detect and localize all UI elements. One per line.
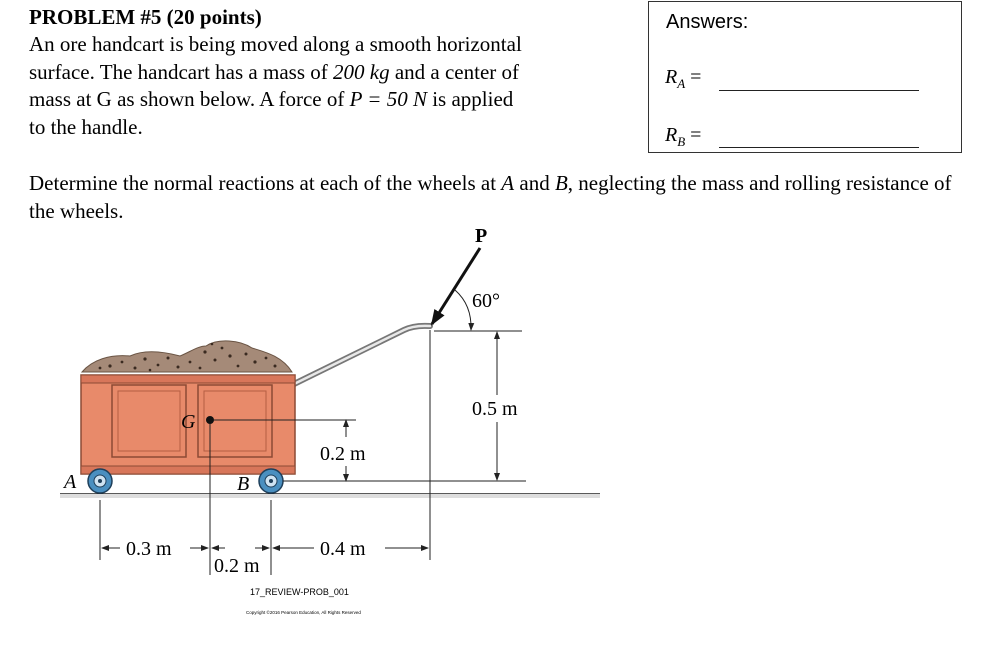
statement-line-4: to the handle. [29, 114, 143, 139]
label-p: P [475, 225, 488, 247]
label-b: B [237, 473, 250, 495]
ore-pile [82, 341, 292, 372]
problem-title: PROBLEM #5 (20 points) [29, 5, 262, 29]
center-of-mass-point [206, 416, 214, 424]
dim-0-2-vertical: 0.2 m [320, 443, 366, 465]
answers-title: Answers: [666, 11, 749, 33]
copyright: Copyright ©2016 Pearson Education, All Rights Reserved [246, 610, 361, 615]
rb-label: $R_B$ = [665, 124, 702, 149]
angle-arc [455, 290, 471, 330]
angle-label: 60° [472, 290, 500, 312]
figure-id: 17_REVIEW-PROB_001 [250, 587, 349, 597]
ra-label: $R_A$ = [665, 66, 702, 91]
dim-0-4: 0.4 m [320, 538, 366, 560]
statement-line-3: mass at G as shown below. A force of P = 50 N is applied [29, 87, 514, 111]
ground-shade [60, 494, 600, 498]
wheel-b [259, 469, 283, 493]
statement-line-1: An ore handcart is being moved along a smooth horizontal [29, 32, 522, 56]
determine-text: Determine the normal reactions at each of the wheels at A and B, neglecting the mass and rolling resistance of the wheels. [29, 171, 952, 223]
dim-0-3: 0.3 m [126, 538, 172, 560]
dim-0-5: 0.5 m [472, 398, 518, 420]
statement-line-2: surface. The handcart has a mass of 200 kg and a center of [29, 59, 520, 84]
label-a: A [64, 471, 77, 493]
force-p-arrow [432, 248, 480, 324]
wheel-a [88, 469, 112, 493]
label-g: G [181, 411, 196, 433]
dim-0-2-horizontal: 0.2 m [214, 555, 260, 577]
